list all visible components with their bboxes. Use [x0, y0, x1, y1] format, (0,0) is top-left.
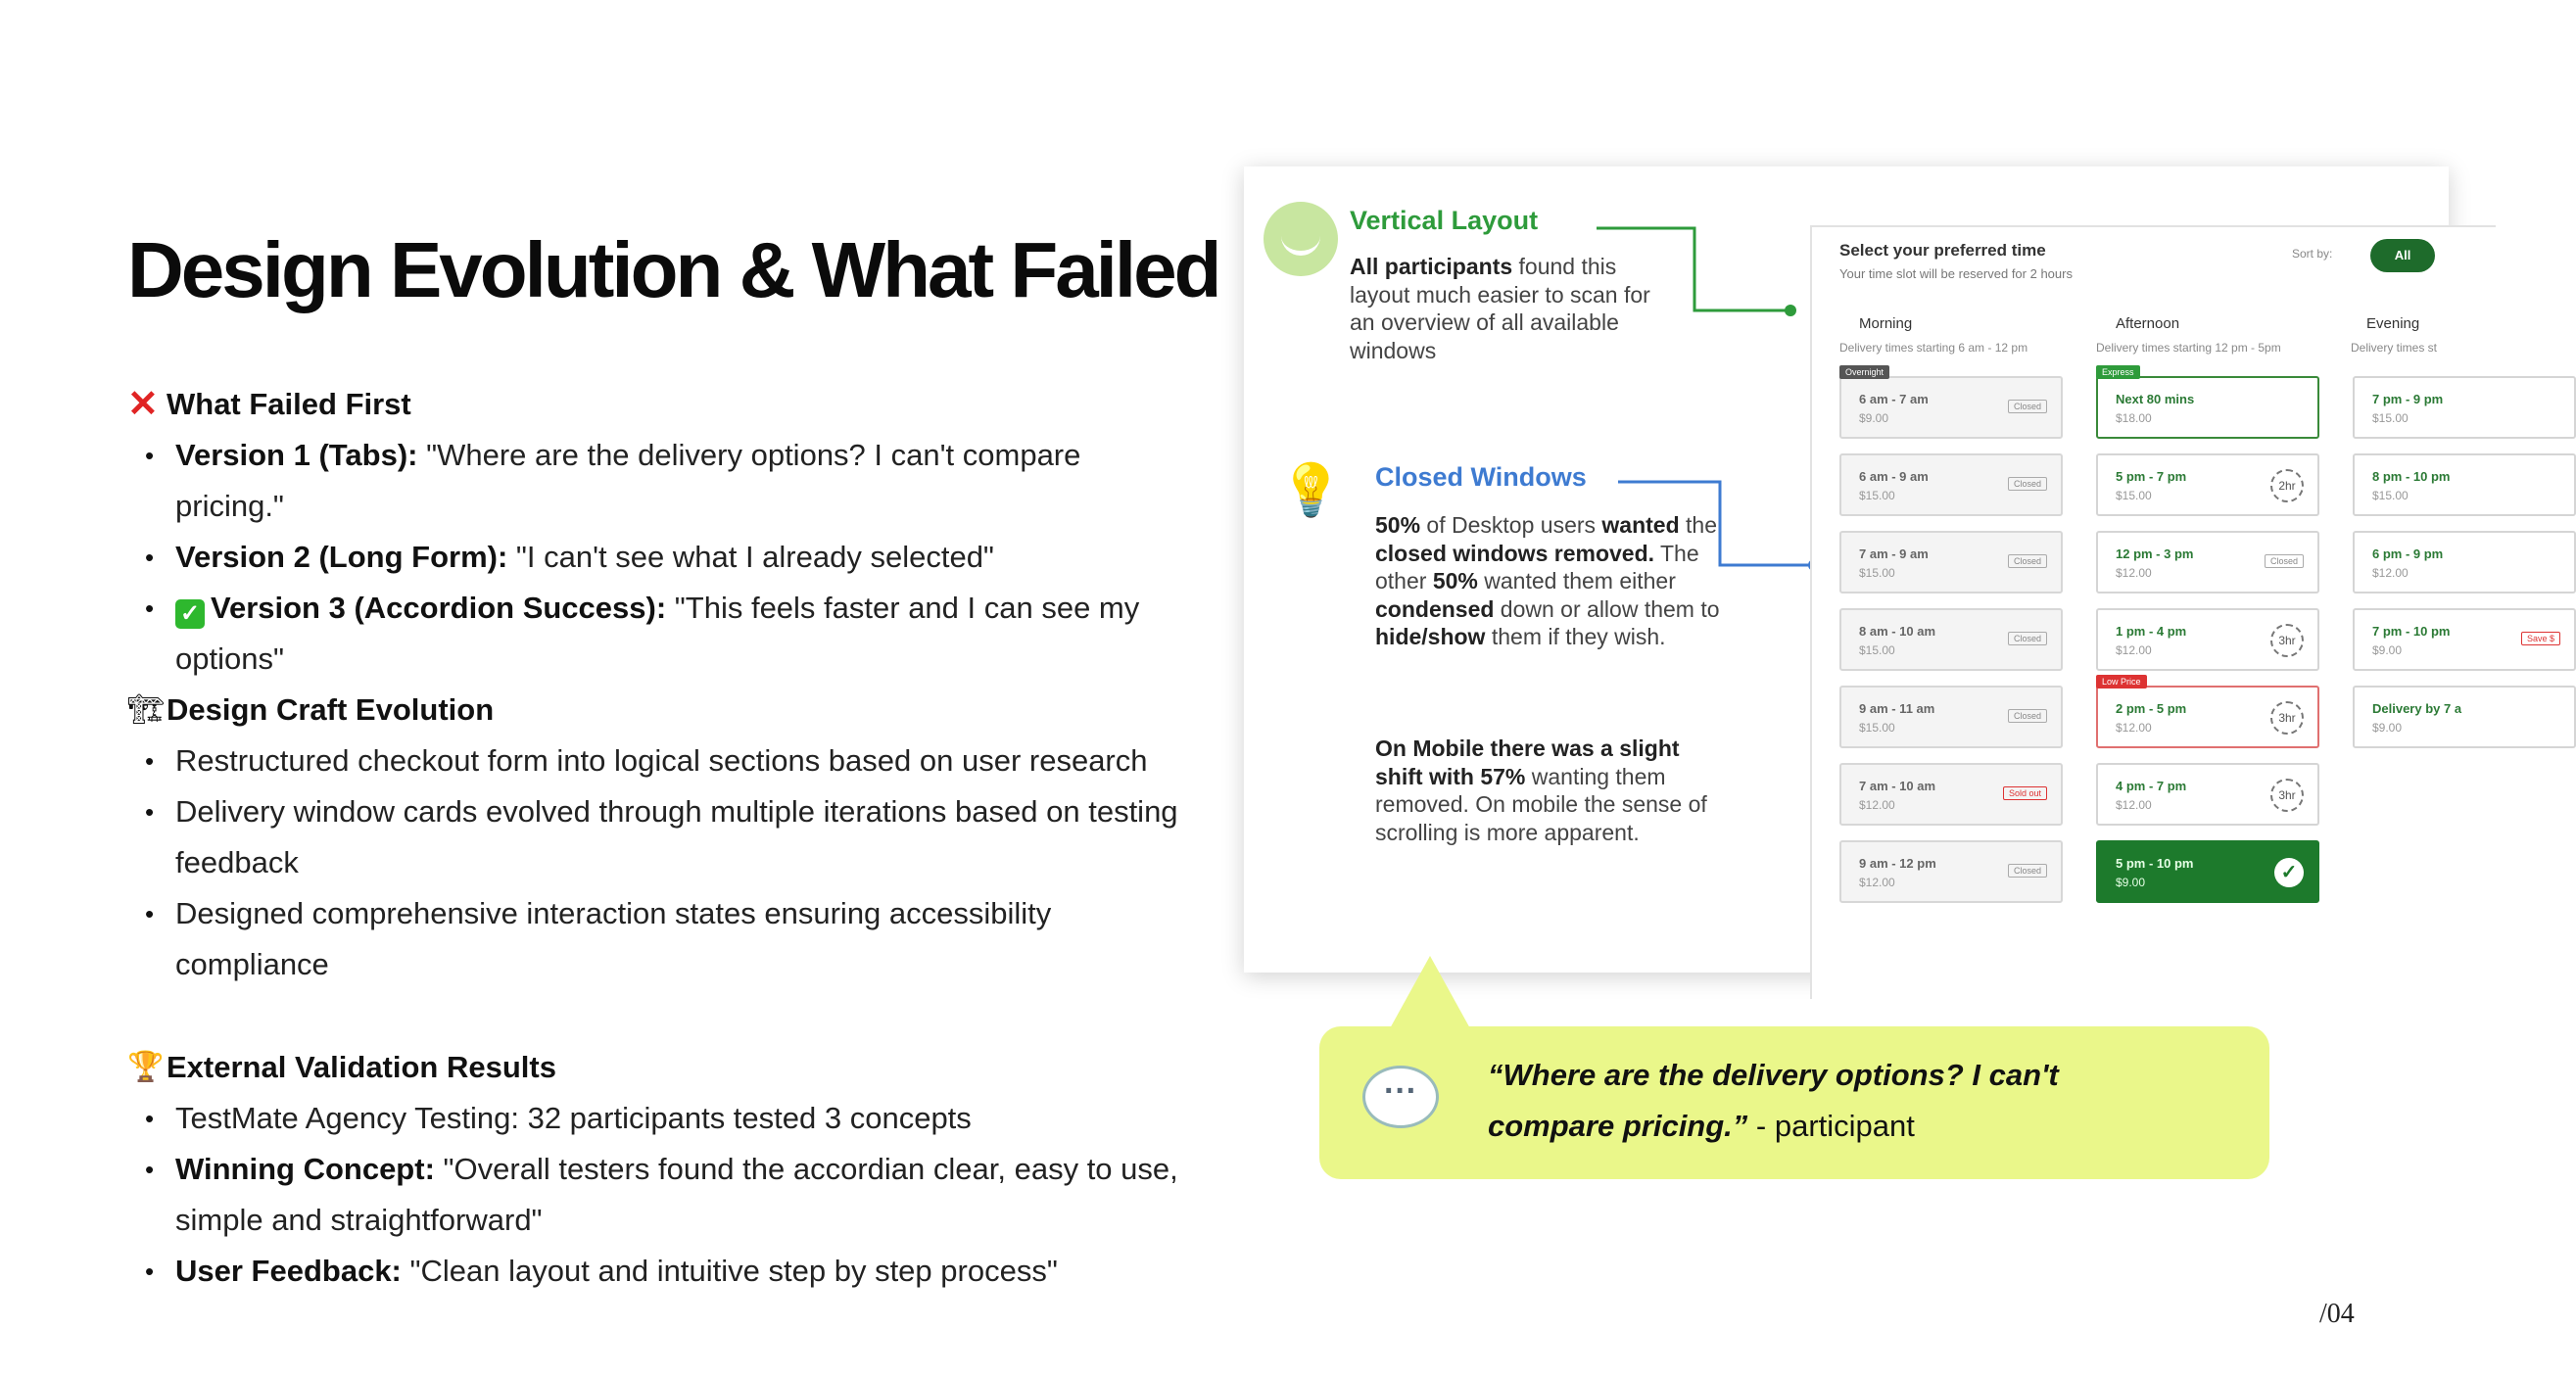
slot-time: 2 pm - 5 pm — [2116, 701, 2187, 716]
section-title: What Failed First — [167, 387, 411, 421]
list-item: • Version 2 (Long Form): "I can't see what I already selected" — [127, 532, 1185, 583]
slot-time: 6 am - 7 am — [1859, 392, 1929, 406]
slot-status-tag: Closed — [2008, 632, 2047, 645]
time-slot-card[interactable] — [2096, 608, 2319, 671]
slot-price: $15.00 — [2372, 489, 2409, 502]
slot-status-tag: Closed — [2008, 477, 2047, 491]
sort-label: Sort by: — [2292, 247, 2333, 261]
slot-status-tag: Closed — [2008, 709, 2047, 723]
slot-time: 8 pm - 10 pm — [2372, 469, 2451, 484]
slot-price: $15.00 — [1859, 566, 1895, 580]
time-slot-card[interactable] — [2096, 763, 2319, 826]
duration-ring-icon: 3hr — [2270, 624, 2304, 657]
connector-dot — [1785, 305, 1796, 316]
slot-price: $12.00 — [2116, 566, 2152, 580]
slot-price: $9.00 — [1859, 411, 1889, 425]
page-number: /04 — [2319, 1299, 2355, 1329]
slot-status-tag: Sold out — [2003, 786, 2047, 800]
callout-pointer — [1389, 956, 1471, 1030]
slot-time: 9 am - 11 am — [1859, 701, 1935, 716]
slot-status-tag: Closed — [2008, 864, 2047, 878]
duration-ring-icon: 3hr — [2270, 779, 2304, 812]
vertical-layout-title: Vertical Layout — [1350, 206, 1539, 235]
slot-time: 5 pm - 7 pm — [2116, 469, 2187, 484]
time-slot-card[interactable] — [1839, 840, 2063, 903]
quote-text: “Where are the delivery options? I can't compare pricing.” - participant — [1488, 1058, 2059, 1143]
time-slot-card[interactable] — [2096, 840, 2319, 903]
time-slot-card[interactable] — [1839, 608, 2063, 671]
column-afternoon: Afternoon — [2116, 315, 2180, 332]
duration-ring-icon: 3hr — [2270, 701, 2304, 735]
slot-badge: Overnight — [1839, 365, 1889, 379]
time-slot-card[interactable] — [1839, 453, 2063, 516]
cross-mark-icon: ✕ — [127, 384, 159, 425]
time-slot-card[interactable] — [2353, 608, 2576, 671]
construction-crane-icon: 🏗 — [127, 693, 166, 726]
slot-price: $12.00 — [2116, 721, 2152, 735]
slot-price: $15.00 — [1859, 489, 1895, 502]
column-evening: Evening — [2366, 315, 2420, 332]
section-title: External Validation Results — [167, 1050, 556, 1084]
list-item: • Version 1 (Tabs): "Where are the delivery options? I can't compare pricing." — [127, 430, 1185, 532]
slot-price: $9.00 — [2372, 643, 2403, 657]
duration-ring-icon: 2hr — [2270, 469, 2304, 502]
picker-subtitle: Your time slot will be reserved for 2 hours — [1839, 266, 2073, 281]
closed-windows-connector — [1618, 482, 1814, 565]
time-slot-card[interactable] — [2096, 367, 2319, 439]
slot-time: Next 80 mins — [2116, 392, 2195, 406]
speech-bubble-icon: ··· — [1362, 1066, 1439, 1128]
slot-time: 9 am - 12 pm — [1859, 856, 1936, 871]
annotated-screenshot — [1244, 166, 2554, 973]
list-item: • Delivery window cards evolved through multiple iterations based on testing feedback — [127, 786, 1185, 888]
slot-time: 1 pm - 4 pm — [2116, 624, 2187, 639]
page-title: Design Evolution & What Failed — [127, 226, 1219, 313]
check-icon: ✓ — [2274, 858, 2304, 887]
time-slot-card[interactable] — [2096, 677, 2319, 748]
slot-time: 12 pm - 3 pm — [2116, 546, 2194, 561]
section-header — [127, 685, 1185, 736]
slot-time: 7 pm - 10 pm — [2372, 624, 2451, 639]
slot-price: $12.00 — [1859, 798, 1895, 812]
slot-time: 5 pm - 10 pm — [2116, 856, 2194, 871]
section-design-craft — [127, 685, 1185, 990]
time-slot-card[interactable] — [2096, 453, 2319, 516]
closed-windows-text: 50% of Desktop users wanted the closed windows removed. The other 50% wanted them either condensed down or allow them to hide/show them if they wish. — [1375, 512, 1720, 649]
slot-time: 6 pm - 9 pm — [2372, 546, 2444, 561]
slot-price: $15.00 — [2116, 489, 2152, 502]
time-slot-card[interactable] — [1839, 763, 2063, 826]
slot-time: 7 am - 9 am — [1859, 546, 1929, 561]
time-slot-card[interactable] — [1839, 686, 2063, 748]
slot-badge: Low Price — [2096, 675, 2147, 688]
list-item: • ✓ Version 3 (Accordion Success): "This feels faster and I can see my options" — [127, 583, 1185, 685]
slot-time: Delivery by 7 a — [2372, 701, 2462, 716]
section-what-failed — [127, 379, 1185, 685]
time-slot-card[interactable] — [2353, 531, 2576, 594]
slot-badge: Express — [2096, 365, 2140, 379]
column-sub: Delivery times st — [2351, 341, 2438, 355]
time-slot-card[interactable] — [1839, 367, 2063, 439]
slot-price: $15.00 — [1859, 721, 1895, 735]
trophy-icon: 🏆 — [127, 1051, 165, 1083]
slot-price: $15.00 — [1859, 643, 1895, 657]
lightbulb-icon: 💡 — [1279, 462, 1343, 519]
slot-time: 7 am - 10 am — [1859, 779, 1936, 793]
slot-time: 7 pm - 9 pm — [2372, 392, 2444, 406]
slot-status-tag: Closed — [2265, 554, 2304, 568]
check-mark-icon: ✓ — [175, 599, 205, 629]
slot-price: $12.00 — [2116, 798, 2152, 812]
slot-price: $12.00 — [2372, 566, 2409, 580]
section-title: Design Craft Evolution — [167, 692, 495, 727]
participant-quote-callout — [1319, 1026, 2269, 1179]
slot-price: $15.00 — [2372, 411, 2409, 425]
section-header — [127, 1042, 1185, 1093]
time-slot-picker — [1810, 225, 2554, 999]
picker-title: Select your preferred time — [1839, 241, 2046, 260]
slot-status-tag: Closed — [2008, 554, 2047, 568]
closed-windows-title: Closed Windows — [1375, 462, 1587, 492]
section-external-validation — [127, 1042, 1185, 1297]
time-slot-card[interactable] — [1839, 531, 2063, 594]
slot-time: 8 am - 10 am — [1859, 624, 1936, 639]
slot-price: $9.00 — [2372, 721, 2403, 735]
time-slot-card[interactable] — [2353, 453, 2576, 516]
list-item: • Designed comprehensive interaction states ensuring accessibility compliance — [127, 888, 1185, 990]
section-header — [127, 379, 1185, 430]
slot-price: $12.00 — [2116, 643, 2152, 657]
slot-price: $18.00 — [2116, 411, 2152, 425]
slot-save-tag: Save $ — [2521, 632, 2560, 645]
slot-time: 4 pm - 7 pm — [2116, 779, 2187, 793]
time-slot-card[interactable] — [2353, 686, 2576, 748]
slot-time: 6 am - 9 am — [1859, 469, 1929, 484]
slot-price: $9.00 — [2116, 876, 2146, 889]
mobile-note-text: On Mobile there was a slight shift with 57% wanting them removed. On mobile the sense of scrolling is more apparent. — [1375, 736, 1707, 845]
list-item: • Winning Concept: "Overall testers found the accordian clear, easy to use, simple and straightforward" — [127, 1144, 1185, 1246]
column-sub: Delivery times starting 12 pm - 5pm — [2096, 341, 2281, 355]
slot-status-tag: Closed — [2008, 400, 2047, 413]
time-slot-card[interactable] — [2096, 531, 2319, 594]
column-morning: Morning — [1859, 315, 1913, 332]
time-slot-card[interactable] — [2353, 376, 2576, 439]
sort-all-toggle[interactable]: All — [2370, 239, 2435, 272]
vertical-layout-connector — [1597, 228, 1790, 310]
list-item: • TestMate Agency Testing: 32 participants tested 3 concepts — [127, 1093, 1185, 1144]
vertical-layout-text: All participants found this layout much easier to scan for an overview of all available windows — [1350, 254, 1650, 363]
list-item: • User Feedback: "Clean layout and intuitive step by step process" — [127, 1246, 1185, 1297]
list-item: • Restructured checkout form into logical sections based on user research — [127, 736, 1185, 786]
column-sub: Delivery times starting 6 am - 12 pm — [1839, 341, 2028, 355]
slot-price: $12.00 — [1859, 876, 1895, 889]
